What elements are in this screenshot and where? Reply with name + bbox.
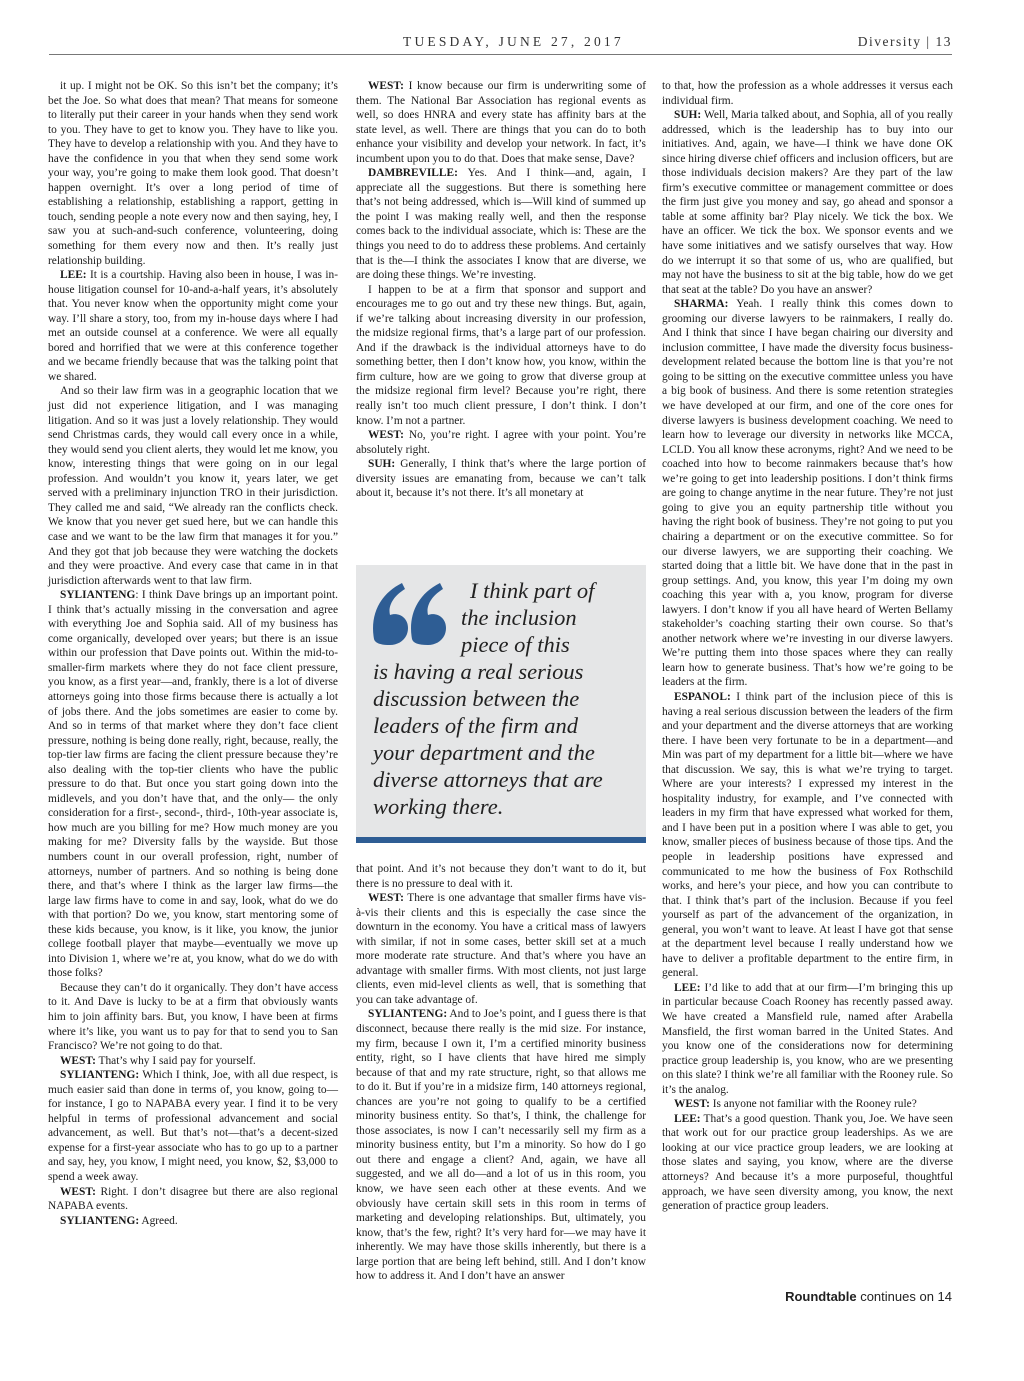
paragraph-text: I happen to be at a firm that sponsor and support and encourages me to go out and try these new things. But, again, if we’re talking about increasing diversity in our profession, the midsize regional firms, that’s a large part of our profession. And if the drawback is the individual attorneys have to do something better, then I don’t know how, you know, within the firm culture, how are we going to grow that diverse group at the midsize regional firm level? Because you’re right, there really isn’t too much client pressure, I don’t think. I don’t know. I’m not a partner. bbox=[356, 283, 646, 427]
paragraph bbox=[356, 1007, 646, 1283]
paragraph-text: And to Joe’s point, and I guess there is that disconnect, because there really is the mid size. For instance, my firm, because I own it, I’m a certified minority business entity, right, so I have clients that have hired me simply because of that and my rate structure, right, so that allows me to do it. But if you’re in a midsize firm, 140 attorneys regional, chances are you’re not going to qualify to be a certified minority business entity. So that’s, I think, the challenge for those associates, is now I can’t necessarily sell my firm as a minority business entity, but I’m a minority. So how do I go out there and engage a client? And, again, we have all suggested, and we all do—and a lot of us in this room, you know, we have seen each other at these events. And we obviously have certain skill sets in this room in terms of marketing and developing relationships. But, ultimately, you know, that’s the few, right? It’s very hard for—we may have it inherently. We may have those skills inherently, but there is a large portion that are being left behind, still. And I don’t know how to address it. And I don’t have an answer bbox=[356, 1008, 646, 1283]
paragraph bbox=[356, 283, 646, 428]
pull-quote-line: is having a real serious bbox=[373, 659, 584, 684]
paragraph bbox=[662, 1097, 953, 1112]
speaker-name: WEST: bbox=[60, 1185, 96, 1198]
paragraph bbox=[356, 457, 646, 501]
paragraph-text: That’s why I said pay for yourself. bbox=[98, 1054, 256, 1067]
speaker-name: LEE: bbox=[674, 981, 701, 994]
pull-quote-accent-bar bbox=[356, 837, 646, 843]
pull-quote-line: the inclusion bbox=[461, 605, 577, 630]
article-column-1 bbox=[48, 79, 338, 1228]
article-column-2 bbox=[356, 79, 646, 501]
paragraph bbox=[662, 1112, 953, 1214]
speaker-name: SYLIANTENG: bbox=[60, 1069, 140, 1082]
continuation-page: continues on 14 bbox=[856, 1289, 952, 1304]
pull-quote-text bbox=[373, 577, 635, 820]
paragraph-text: Yes. And I think—and, again, I appreciate all the suggestions. But there is something here that’s not being addressed, which is—Will kind of summed up the point I was making really well, and then the response comes back to the individual associate, which is: These are the things you need to do to address these problems. And certainly that is the—I think the associates I know that are diverse, we are doing these things. We’re investing. bbox=[356, 167, 646, 282]
speaker-name: WEST: bbox=[60, 1054, 96, 1067]
pull-quote-line: I think part of bbox=[470, 578, 595, 603]
paragraph-text: Right. I don’t disagree but there are also regional NAPABA events. bbox=[48, 1185, 338, 1213]
speaker-name: SYLIANTENG bbox=[60, 589, 136, 602]
paragraph bbox=[662, 108, 953, 297]
paragraph bbox=[48, 384, 338, 588]
speaker-name: ESPANOL: bbox=[674, 690, 731, 703]
speaker-name: SHARMA: bbox=[674, 298, 729, 311]
continuation-topic: Roundtable bbox=[785, 1289, 857, 1304]
pull-quote-line: piece of this bbox=[461, 632, 570, 657]
paragraph bbox=[48, 1068, 338, 1184]
speaker-name: WEST: bbox=[368, 80, 404, 92]
issue-date: TUESDAY, JUNE 27, 2017 bbox=[403, 34, 624, 49]
section-page-label: Diversity | 13 bbox=[857, 34, 952, 49]
paragraph bbox=[662, 79, 953, 108]
paragraph-text: Well, Maria talked about, and Sophia, all of you really addressed, which is the leadership has to buy into our initiatives. And, again, we have—I think we have done OK since hiring diverse chief officers and inclusion officers, but are those individuals decision makers? Are they part of the law firm’s executive committee or management committee or does the firm just give you money and say, go ahead and sponsor a table at some affinity bar? Play nicely. We tick the box. We have an officer. We tick the box. We sponsor events and we have some initiatives and we satisfy ourselves that way. How do we interrupt it so that some of us, who are qualified, but may not have the business to sit at the big table, how do we get that seat at the table? Do you have an answer? bbox=[662, 109, 953, 296]
paragraph-text: that point. And it’s not because they don’t want to do it, but there is no pressure to deal with it. bbox=[356, 863, 646, 890]
header-divider bbox=[49, 54, 952, 55]
paragraph-text: I know because our firm is underwriting some of them. The National Bar Association has regional events as well, so does HNRA and every state has affinity bars at the state level, as well. There are things that you can do to both enhance your visibility and develop your network. In fact, it’s incumbent upon you to do that. Does that make sense, Dave? bbox=[356, 80, 646, 165]
paragraph-text: No, you’re right. I agree with your point. You’re absolutely right. bbox=[356, 429, 646, 456]
speaker-name: SYLIANTENG: bbox=[368, 1008, 448, 1021]
speaker-name: SUH: bbox=[368, 458, 396, 471]
paragraph bbox=[356, 166, 646, 282]
pull-quote-line: discussion between the bbox=[373, 686, 580, 711]
paragraph-text: to that, how the profession as a whole addresses it versus each individual firm. bbox=[662, 80, 953, 107]
pull-quote bbox=[356, 565, 646, 843]
paragraph-text: It is a courtship. Having also been in house, I was in-house litigation counsel for 10-and-a-half years, it’s absolutely that. You never know when the opportunity might come your way. I’ll share a story, too, from my in-house days where I had met an outside counsel at a conference. We were all equally bored and horrified that we were at this conference together and we became friendly because that was the talking point that we shared. bbox=[48, 269, 338, 383]
paragraph-text: Yeah. I really think this comes down to grooming our diverse lawyers to be rainmakers, I really do. And I think that since I have began chairing our diversity and inclusion committee, I have made the diversity focus business-development related because the bottom line is that you’re not going to be sitting on the executive committee unless you have a big book of business. And there is some retention strategies we have developed at our firm, and one of the core ones for diverse lawyers is business development coaching. We need to learn how to leverage our diversity in networks like MCCA, LCLD. You all know these acronyms, right? And we need to be coached into how to become rainmakers because that’s how we’re going to get into leadership positions. I don’t think firms are going to change anytime in the near future. They’re not just going to give you an equity partnership title without you having the right book of business. They’re not going to put you chairing a department or on the executive committee. So for our diverse lawyers, we are supporting their coaching. We started doing that a little bit. We have done that in the past in group settings. And, you know, this year I’m doing my own coaching this year with a, you know, program for diverse lawyers. I don’t know if you all have heard of Werten Bellamy stakeholder’s coaching starting their own course. So that’s another network where we’re investing in our diverse lawyers. We’re putting them into those spaces where they can really learn how to generate business. That’s how we’re going to be leaders at the firm. bbox=[662, 298, 953, 689]
speaker-name: SUH: bbox=[674, 109, 702, 122]
paragraph bbox=[48, 268, 338, 384]
speaker-name: DAMBREVILLE: bbox=[368, 167, 458, 180]
speaker-name: WEST: bbox=[368, 429, 404, 442]
paragraph-text: : I think Dave brings up an important point. I think that’s actually missing in the conversation and agree with everything Joe and Sophia said. All of my business has come organically, developed over years; but there is an issue within our profession that Dave points out. Within the mid-to-smaller-firm markets where they do not face client pressure, you know, as a first year—and, frankly, there is a lot of diverse attorneys going into those firms because there is actually a lot of jobs there. And the jobs sometimes are easier to come by. And so in terms of that market where they don’t face client pressure, nothing is being done really, right, because, really, the top-tier law firms are facing the client pressure because they’re also dealing with the top-tier clients who have the public pressure to do that. But once you start going down into the midlevels, and you don’t have that, and the only— the only consideration for a first-, second-, third-, 10th-year associate is, how much are you billing for me? How much money are you making for me? Diversity falls by the wayside. But those numbers count in our overall profession, right, number of attorneys, number of partners. And so nothing is being done there, and that’s where I think as the larger law firms—the large law firms have to come in and say, look, what do we do with that portion? Do we, you know, start mentoring some of these kids because, you know, is it like, you know, the junior college football player that maybe—eventually we move up into Division 1, where we’re at, you know, what do we do with those folks? bbox=[48, 589, 338, 980]
article-column-2-continued bbox=[356, 862, 646, 1284]
paragraph bbox=[356, 862, 646, 891]
paragraph-text: it up. I might not be OK. So this isn’t bet the company; it’s bet the Joe. So what does that mean? That means for someone to literally put their career in your hands when they send work to you. They have to get to know you. They have to like you. They have to develop a relationship with you. And they have to have the confidence in you that when they send some work your way, you’re going to make them look good. That doesn’t happen overnight. It’s over a long period of time of establishing a relationship, establishing a rapport, getting in touch, sending people a note every now and then saying, hey, I saw you at such-and-such conference, volunteering, doing something for them every now and then. It’s really just relationship building. bbox=[48, 80, 338, 267]
page-header bbox=[0, 0, 1024, 58]
paragraph bbox=[48, 1214, 338, 1229]
pull-quote-line: leaders of the firm and bbox=[373, 713, 578, 738]
paragraph-text: There is one advantage that smaller firms have vis-à-vis their clients and this is especially the case since the downturn in the economy. You have a critical mass of lawyers with similar, if not in some cases, better skill set at a much more moderate rate structure. And that’s where you have an advantage with smaller firms. With most clients, not just large clients, even mid-level clients as well, that is something that you can take advantage of. bbox=[356, 892, 646, 1006]
paragraph-text: That’s a good question. Thank you, Joe. We have seen that work out for our practice group leaderships. As we are looking at our vice practice group leaders, we are looking at those slates and saying, you know, where are the diverse attorneys? And because it’s a more purposeful, thoughtful approach, we have seen diversity among, you know, the next generation of practice group leaders. bbox=[662, 1112, 953, 1213]
speaker-name: LEE: bbox=[674, 1112, 701, 1125]
paragraph bbox=[662, 297, 953, 690]
paragraph-text: I’d like to add that at our firm—I’m bringing this up in particular because Coach Rooney has recently passed away. We have created a Mansfield rule, named after Arabella Mansfield, the first woman barred in the United States. And you know one of the considerations now for determining practice group leadership is, you know, who are we presenting on this slate? I think we’re all familiar with the Rooney rule. So it’s the analog. bbox=[662, 981, 953, 1096]
paragraph bbox=[48, 79, 338, 268]
speaker-name: LEE: bbox=[60, 269, 87, 282]
paragraph-text: Which I think, Joe, with all due respect, is much easier said than done in terms of, you know, going to—for instance, I go to NAPABA every year. I find it to be very helpful in terms of professional advancement and social advancement, as well. But that’s not—that’s a decent-sized expense for a first-year associate who has to go up to a partner and say, hey, you know, I might need, you know, $2, $3,000 to spend a week away. bbox=[48, 1069, 338, 1184]
paragraph-text: I think part of the inclusion piece of this is having a real serious discussion between the leaders of the firm and your department and the diverse attorneys that are working there. I have been very fortunate to be in a department—and Min was part of my department for a little bit—where we have that discussion. We say, this is what we’re trying to target. Where are your interests? I expressed my interest in the hospitality industry, for example, and I’ve connected with leaders in my firm that have expressed what worked for them, and I have been put in a position where I was able to get, you know, smaller pieces of business because of those tips. And the people in leadership positions have expressed and communicated to me how the business of Fox Rothschild works, and here’s your piece, and how you can contribute to that. I think that’s part of the inclusion. Because if you feel yourself as part of the advancement of the organization, in general, you won’t want to leave. At least I have got that sense at the department level because I really understand how we have to deliver a profitable department to the entire firm, in general. bbox=[662, 690, 953, 980]
speaker-name: SYLIANTENG: bbox=[60, 1214, 140, 1227]
paragraph-text: Is anyone not familiar with the Rooney rule? bbox=[712, 1098, 917, 1111]
pull-quote-line: working there. bbox=[373, 794, 504, 819]
paragraph-text: And so their law firm was in a geographic location that we just did not experience litigation, and I was managing litigation. And so it was just a lovely relationship. They would send Christmas cards, they would call every once in a while, they would send you client alerts, they would let me know, you know, interesting things that were going on in our legal profession. And wouldn’t you know it, years later, we get served with a preliminary injunction TRO in their jurisdiction. They called me and said, “We already ran the conflicts check. We know that you never get sued here, but we can handle this case and we want to be the law firm that manages it for you.” And they got that job because they were watching the dockets and they were proactive. And every case that came in in that jurisdiction afterwards went to that law firm. bbox=[48, 385, 338, 587]
paragraph-text: Generally, I think that’s where the large portion of diversity issues are emanating from, because we can’t talk about it, because it’s not there. It’s all monetary at bbox=[356, 458, 646, 500]
pull-quote-line: your department and the bbox=[373, 740, 595, 765]
paragraph bbox=[48, 1185, 338, 1214]
paragraph bbox=[356, 891, 646, 1007]
paragraph-text: Because they can’t do it organically. They don’t have access to it. And Dave is lucky to be at a firm that obviously wants him to join affinity bars. But, you know, I have been at firms where it’s like, you want us to pay for that to send you to San Francisco? We’re not going to do that. bbox=[48, 981, 338, 1053]
continuation-note bbox=[785, 1289, 952, 1304]
article-column-3 bbox=[662, 79, 953, 1214]
paragraph bbox=[356, 428, 646, 457]
paragraph bbox=[48, 1054, 338, 1069]
pull-quote-line: diverse attorneys that are bbox=[373, 767, 603, 792]
paragraph-text: Agreed. bbox=[141, 1214, 178, 1227]
speaker-name: WEST: bbox=[674, 1098, 710, 1111]
paragraph bbox=[48, 588, 338, 981]
paragraph bbox=[356, 79, 646, 166]
paragraph bbox=[48, 981, 338, 1054]
speaker-name: WEST: bbox=[368, 892, 404, 905]
paragraph bbox=[662, 981, 953, 1097]
paragraph bbox=[662, 690, 953, 981]
